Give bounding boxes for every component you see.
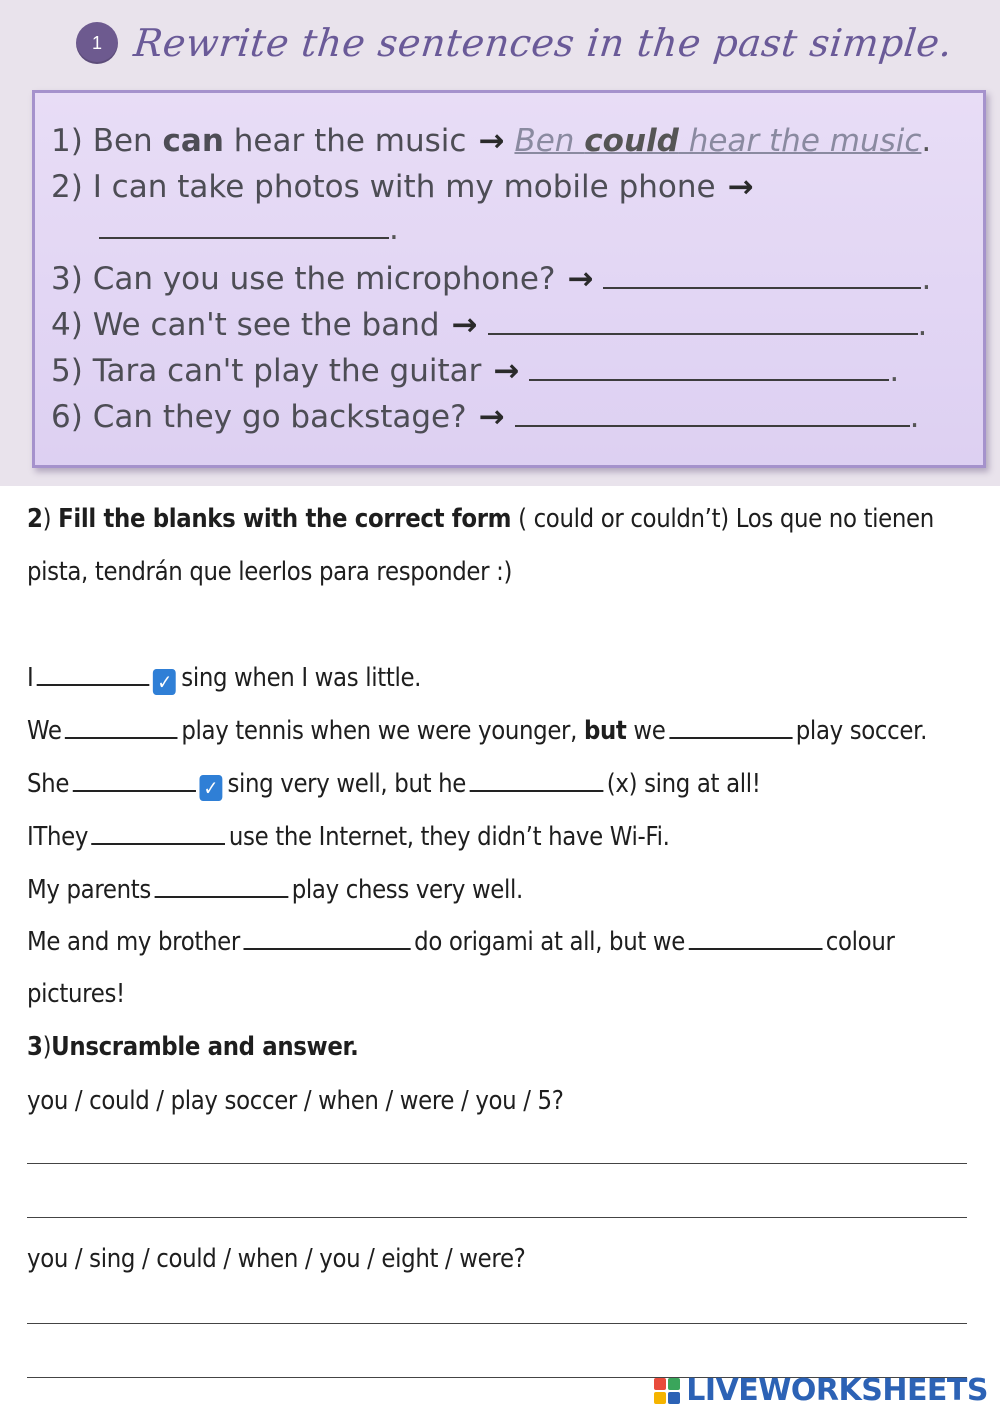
ex1-item-1	[51, 123, 931, 159]
answer-blank[interactable]	[488, 309, 918, 335]
exercise-2-instruction-line-2: pista, tendrán que leerlos para responder :)	[27, 557, 513, 587]
exercise-3-instruction: 3)Unscramble and answer.	[27, 1032, 359, 1062]
item-number: 2)	[51, 169, 83, 205]
arrow-icon: →	[478, 123, 505, 159]
answer-blank[interactable]	[529, 355, 889, 381]
answer-line[interactable]	[27, 1217, 967, 1218]
checkmark-icon: ✓	[199, 775, 222, 801]
item-text-pre: Ben	[92, 123, 163, 159]
exercise-2-heading: Fill the blanks with the correct form	[58, 504, 512, 534]
exercise-2-instruction-rest: ( could or couldn’t) Los que no tienen	[511, 504, 934, 534]
ex2-sentence-5: My parents play chess very well.	[27, 875, 523, 905]
answer-blank[interactable]	[689, 926, 823, 950]
ex2-sentence-2: We play tennis when we were younger, but we play soccer.	[27, 716, 927, 746]
item-number: 4)	[51, 307, 83, 343]
logo-square-yellow	[654, 1392, 666, 1404]
ex2-sentence-4: IThey use the Internet, they didn’t have Wi-Fi.	[27, 822, 670, 852]
period: .	[389, 211, 399, 247]
answer-line[interactable]	[27, 1323, 967, 1324]
item-text: I can take photos with my mobile phone	[92, 169, 716, 205]
ex2-sentence-6-continued: pictures!	[27, 979, 125, 1009]
answer-blank[interactable]	[99, 213, 389, 239]
exercise-1-panel	[0, 0, 1000, 486]
ex2-sentence-3: She ✓ sing very well, but he (x) sing at all!	[27, 769, 761, 800]
answer-blank[interactable]	[515, 401, 910, 427]
period: .	[921, 123, 932, 159]
item-number: 5)	[51, 353, 83, 389]
exercise-number-badge: 1	[76, 22, 118, 64]
period: .	[889, 353, 900, 389]
answer-blank[interactable]	[603, 263, 921, 289]
item-text-post: hear the music	[223, 123, 467, 159]
liveworksheets-logo[interactable]	[654, 1373, 988, 1408]
arrow-icon: →	[478, 399, 505, 435]
item-number: 6)	[51, 399, 83, 435]
period: .	[917, 307, 928, 343]
answer-blank[interactable]	[243, 926, 410, 950]
item-text: Tara can't play the guitar	[92, 353, 482, 389]
example-answer: Ben could hear the music	[514, 123, 922, 159]
item-number: 1)	[51, 123, 83, 159]
exercise-2-number: 2	[27, 504, 43, 534]
checkmark-icon: ✓	[153, 669, 176, 695]
item-text: Can they go backstage?	[92, 399, 467, 435]
answer-blank[interactable]	[65, 715, 178, 739]
logo-text: LIVEWORKSHEETS	[686, 1373, 988, 1408]
answer-blank[interactable]	[37, 662, 150, 686]
arrow-icon: →	[727, 169, 754, 205]
logo-square-blue	[668, 1392, 680, 1404]
answer-blank[interactable]	[92, 821, 226, 845]
ex1-item-3	[51, 261, 931, 297]
exercise-3-heading: Unscramble and answer.	[51, 1032, 359, 1062]
exercise-2-instruction: 2) Fill the blanks with the correct form ( could or couldn’t) Los que no tienen	[27, 504, 934, 534]
ex1-item-2-answer-line	[99, 211, 399, 247]
ex3-question-1: you / could / play soccer / when / were / you / 5?	[27, 1086, 564, 1116]
ex1-item-4	[51, 307, 927, 343]
exercise-1-title: Rewrite the sentences in the past simple.	[131, 21, 955, 65]
arrow-icon: →	[567, 261, 594, 297]
exercise-3-number: 3	[27, 1032, 43, 1062]
logo-icon	[654, 1378, 680, 1404]
arrow-icon: →	[493, 353, 520, 389]
period: .	[921, 261, 932, 297]
exercise-1-box	[32, 90, 986, 468]
ex2-sentence-1: I ✓ sing when I was little.	[27, 663, 422, 694]
logo-square-green	[668, 1378, 680, 1390]
item-number: 3)	[51, 261, 83, 297]
ex3-question-2: you / sing / could / when / you / eight / were?	[27, 1244, 526, 1274]
answer-blank[interactable]	[73, 768, 196, 792]
ex1-item-5	[51, 353, 899, 389]
item-text: We can't see the band	[92, 307, 440, 343]
answer-line[interactable]	[27, 1163, 967, 1164]
item-text: Can you use the microphone?	[92, 261, 556, 297]
answer-blank[interactable]	[154, 874, 288, 898]
answer-blank[interactable]	[669, 715, 792, 739]
arrow-icon: →	[451, 307, 478, 343]
exercise-1-header	[76, 18, 955, 68]
item-text-bold: can	[162, 123, 224, 159]
logo-square-red	[654, 1378, 666, 1390]
ex1-item-6	[51, 399, 919, 435]
period: .	[909, 399, 920, 435]
answer-blank[interactable]	[470, 768, 604, 792]
ex2-sentence-6: Me and my brother do origami at all, but we colour	[27, 927, 895, 957]
ex1-item-2	[51, 169, 764, 205]
